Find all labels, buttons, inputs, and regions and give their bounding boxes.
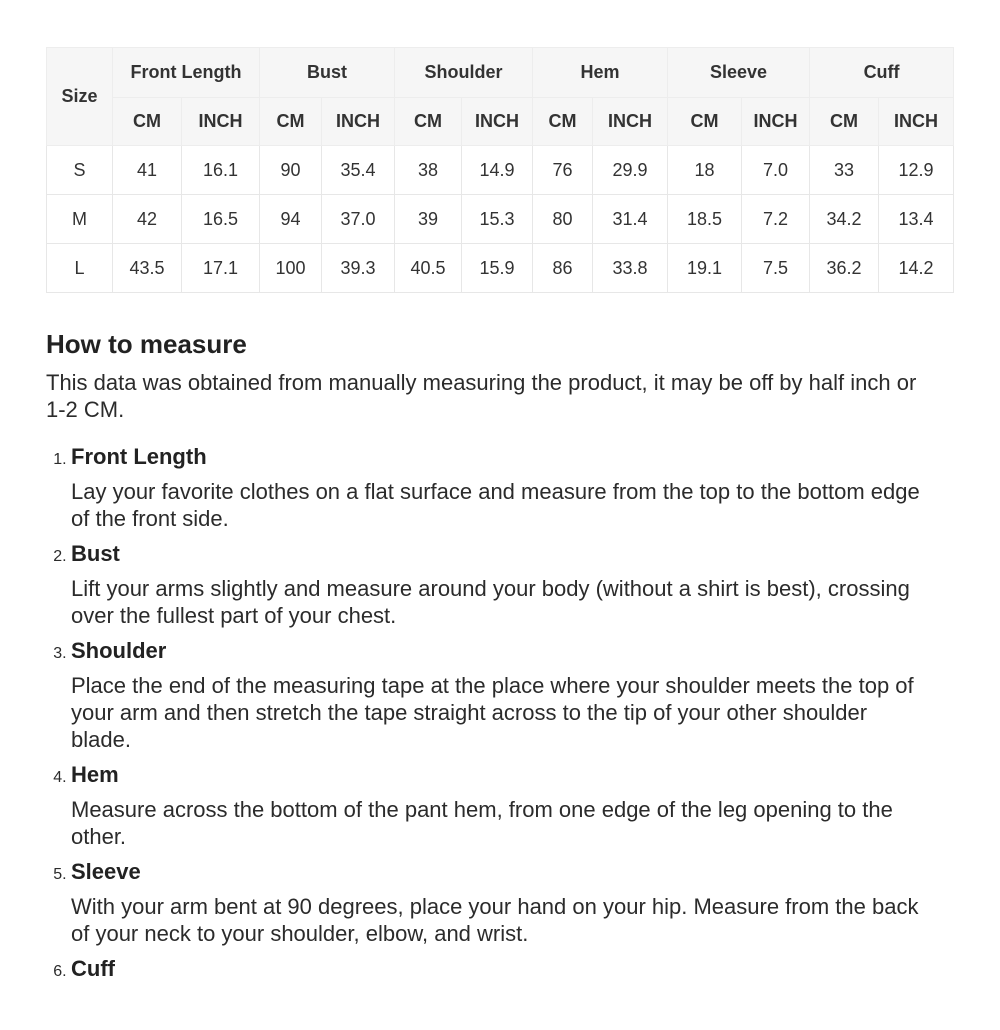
column-group-front-length: Front Length xyxy=(113,48,260,98)
value-cell: 14.2 xyxy=(879,244,954,293)
unit-header-inch: INCH xyxy=(462,98,533,146)
unit-header-cm: CM xyxy=(260,98,322,146)
value-cell: 17.1 xyxy=(182,244,260,293)
value-cell: 38 xyxy=(395,146,462,195)
size-cell: M xyxy=(47,195,113,244)
unit-header-cm: CM xyxy=(113,98,182,146)
step-description: Place the end of the measuring tape at the place where your shoulder meets the top of your arm and then stretch the tape straight across to the tip of your other shoulder blade. xyxy=(71,673,914,752)
column-header-size: Size xyxy=(47,48,113,146)
measurement-disclaimer: This data was obtained from manually measuring the product, it may be off by half inch or 1-2 CM. xyxy=(46,370,917,422)
column-group-sleeve: Sleeve xyxy=(668,48,810,98)
value-cell: 39 xyxy=(395,195,462,244)
unit-header-cm: CM xyxy=(395,98,462,146)
value-cell: 12.9 xyxy=(879,146,954,195)
value-cell: 35.4 xyxy=(322,146,395,195)
value-cell: 33 xyxy=(810,146,879,195)
value-cell: 16.1 xyxy=(182,146,260,195)
table-row-size-s xyxy=(47,146,954,195)
column-group-shoulder: Shoulder xyxy=(395,48,533,98)
value-cell: 31.4 xyxy=(593,195,668,244)
size-chart-table xyxy=(46,47,954,293)
measure-step-sleeve xyxy=(71,858,923,947)
value-cell: 33.8 xyxy=(593,244,668,293)
value-cell: 42 xyxy=(113,195,182,244)
value-cell: 16.5 xyxy=(182,195,260,244)
measure-step-cuff xyxy=(71,955,923,982)
measure-steps-list xyxy=(46,443,923,982)
column-group-cuff: Cuff xyxy=(810,48,954,98)
value-cell: 15.9 xyxy=(462,244,533,293)
value-cell: 18.5 xyxy=(668,195,742,244)
table-row-size-m xyxy=(47,195,954,244)
column-group-hem: Hem xyxy=(533,48,668,98)
value-cell: 80 xyxy=(533,195,593,244)
table-row-size-l xyxy=(47,244,954,293)
unit-header-cm: CM xyxy=(810,98,879,146)
table-unit-header-row xyxy=(47,98,954,146)
measure-step-shoulder xyxy=(71,637,923,753)
value-cell: 7.5 xyxy=(742,244,810,293)
size-cell: L xyxy=(47,244,113,293)
value-cell: 34.2 xyxy=(810,195,879,244)
value-cell: 7.0 xyxy=(742,146,810,195)
step-description: Measure across the bottom of the pant hem, from one edge of the leg opening to the other. xyxy=(71,797,893,849)
step-description: Lay your favorite clothes on a flat surface and measure from the top to the bottom edge of the front side. xyxy=(71,479,920,531)
value-cell: 94 xyxy=(260,195,322,244)
value-cell: 39.3 xyxy=(322,244,395,293)
measure-step-hem xyxy=(71,761,923,850)
value-cell: 40.5 xyxy=(395,244,462,293)
step-title: Bust xyxy=(71,541,120,566)
value-cell: 90 xyxy=(260,146,322,195)
value-cell: 13.4 xyxy=(879,195,954,244)
value-cell: 37.0 xyxy=(322,195,395,244)
column-group-bust: Bust xyxy=(260,48,395,98)
value-cell: 18 xyxy=(668,146,742,195)
step-title: Sleeve xyxy=(71,859,141,884)
unit-header-inch: INCH xyxy=(322,98,395,146)
table-group-header-row xyxy=(47,48,954,98)
value-cell: 19.1 xyxy=(668,244,742,293)
measure-step-front-length xyxy=(71,443,923,532)
value-cell: 7.2 xyxy=(742,195,810,244)
value-cell: 36.2 xyxy=(810,244,879,293)
unit-header-cm: CM xyxy=(533,98,593,146)
value-cell: 41 xyxy=(113,146,182,195)
step-title: Hem xyxy=(71,762,119,787)
value-cell: 86 xyxy=(533,244,593,293)
value-cell: 29.9 xyxy=(593,146,668,195)
step-description: With your arm bent at 90 degrees, place your hand on your hip. Measure from the back of your neck to your shoulder, elbow, and wrist. xyxy=(71,894,919,946)
measure-step-bust xyxy=(71,540,923,629)
value-cell: 43.5 xyxy=(113,244,182,293)
step-title: Shoulder xyxy=(71,638,167,663)
unit-header-inch: INCH xyxy=(742,98,810,146)
value-cell: 15.3 xyxy=(462,195,533,244)
unit-header-inch: INCH xyxy=(879,98,954,146)
step-title: Front Length xyxy=(71,444,207,469)
step-title: Cuff xyxy=(71,956,115,981)
value-cell: 76 xyxy=(533,146,593,195)
size-cell: S xyxy=(47,146,113,195)
step-description: Lift your arms slightly and measure around your body (without a shirt is best), crossing over the fullest part of your chest. xyxy=(71,576,910,628)
unit-header-cm: CM xyxy=(668,98,742,146)
unit-header-inch: INCH xyxy=(182,98,260,146)
value-cell: 100 xyxy=(260,244,322,293)
unit-header-inch: INCH xyxy=(593,98,668,146)
value-cell: 14.9 xyxy=(462,146,533,195)
how-to-measure-heading: How to measure xyxy=(46,329,247,359)
